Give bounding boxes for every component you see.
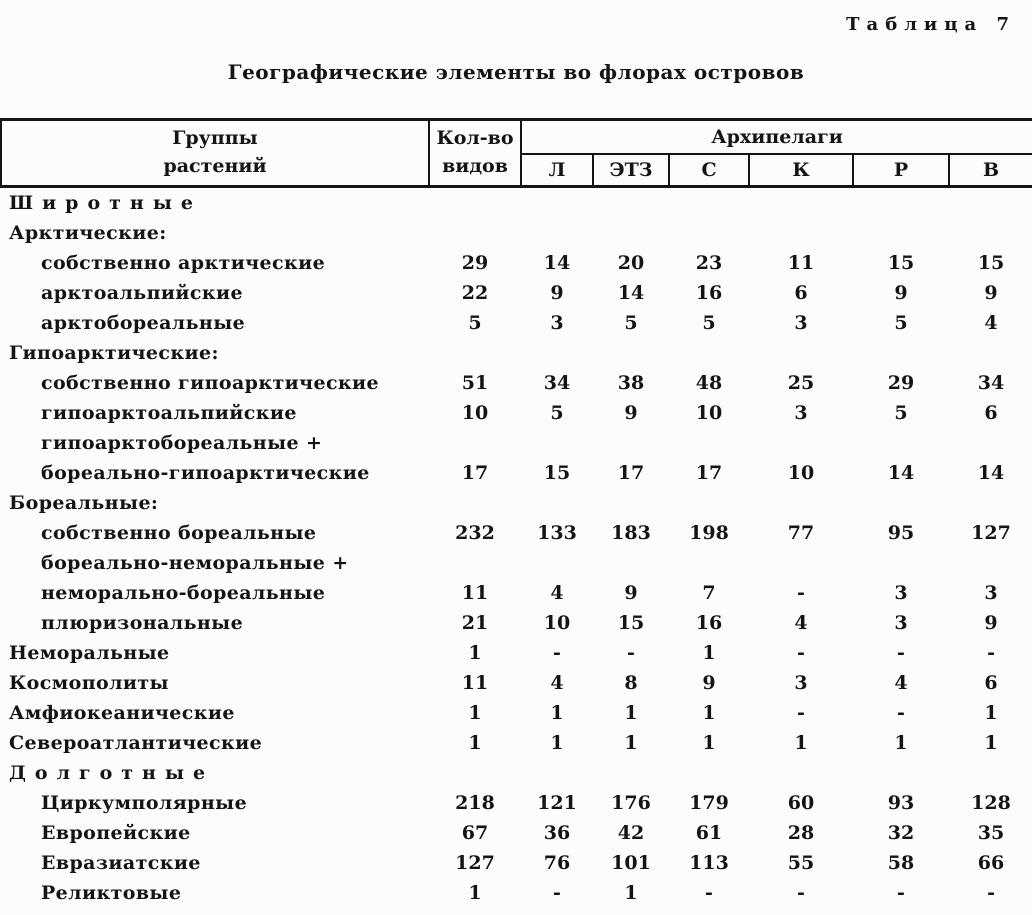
table-row bbox=[1, 728, 1032, 758]
table-row bbox=[1, 368, 1032, 398]
row-label: собственно гипоарктические bbox=[41, 372, 380, 394]
cell-value bbox=[669, 488, 749, 518]
table-row bbox=[1, 278, 1032, 308]
row-label: Реликтовые bbox=[41, 882, 182, 904]
cell-value: 5 bbox=[702, 312, 716, 334]
cell-value bbox=[949, 428, 1032, 458]
cell-value: - bbox=[797, 642, 805, 664]
table-row bbox=[1, 548, 1032, 578]
cell-value bbox=[669, 187, 749, 219]
cell-value: 1 bbox=[702, 732, 716, 754]
cell-value bbox=[949, 758, 1032, 788]
cell-value: 3 bbox=[794, 312, 808, 334]
cell-value: 20 bbox=[617, 252, 645, 274]
cell-value: 9 bbox=[624, 582, 638, 604]
cell-value: 176 bbox=[611, 792, 651, 814]
cell-value bbox=[853, 187, 949, 219]
table-row bbox=[1, 578, 1032, 608]
cell-value: 1 bbox=[468, 642, 482, 664]
cell-value bbox=[521, 187, 593, 219]
cell-value: 198 bbox=[689, 522, 729, 544]
cell-value bbox=[853, 218, 949, 248]
cell-value: 4 bbox=[894, 672, 908, 694]
row-label: Амфиокеанические bbox=[9, 702, 235, 724]
cell-value: 9 bbox=[984, 282, 998, 304]
cell-value bbox=[749, 428, 853, 458]
row-label: гипоарктобореальные + bbox=[41, 432, 323, 454]
cell-value bbox=[593, 218, 669, 248]
table-row bbox=[1, 608, 1032, 638]
cell-value: 1 bbox=[702, 642, 716, 664]
cell-value bbox=[853, 758, 949, 788]
cell-value: 34 bbox=[543, 372, 571, 394]
cell-value: 113 bbox=[689, 852, 729, 874]
cell-value: 67 bbox=[461, 822, 489, 844]
row-label: собственно бореальные bbox=[41, 522, 317, 544]
table-row bbox=[1, 338, 1032, 368]
cell-value: 121 bbox=[537, 792, 577, 814]
row-label: Широтные bbox=[9, 192, 202, 214]
cell-value: - bbox=[797, 882, 805, 904]
cell-value: - bbox=[987, 882, 995, 904]
row-label: Долготные bbox=[9, 762, 215, 784]
cell-value: 1 bbox=[702, 702, 716, 724]
cell-value bbox=[593, 338, 669, 368]
cell-value: 21 bbox=[461, 612, 489, 634]
cell-value: 4 bbox=[794, 612, 808, 634]
cell-value bbox=[853, 488, 949, 518]
cell-value bbox=[669, 548, 749, 578]
cell-value bbox=[593, 758, 669, 788]
row-label: Арктические: bbox=[9, 222, 167, 244]
table-row bbox=[1, 698, 1032, 728]
cell-value: 36 bbox=[543, 822, 571, 844]
cell-value: 32 bbox=[887, 822, 915, 844]
cell-value: 3 bbox=[794, 672, 808, 694]
cell-value bbox=[749, 758, 853, 788]
table-row bbox=[1, 878, 1032, 908]
cell-value: 11 bbox=[787, 252, 815, 274]
cell-value: 42 bbox=[617, 822, 645, 844]
cell-value bbox=[521, 548, 593, 578]
header-species-count bbox=[429, 120, 521, 187]
cell-value: 9 bbox=[984, 612, 998, 634]
cell-value: 15 bbox=[977, 252, 1005, 274]
cell-value bbox=[593, 428, 669, 458]
cell-value: 5 bbox=[894, 402, 908, 424]
cell-value: 17 bbox=[695, 462, 723, 484]
table-row bbox=[1, 848, 1032, 878]
cell-value: 6 bbox=[984, 402, 998, 424]
cell-value: 17 bbox=[617, 462, 645, 484]
cell-value: 10 bbox=[695, 402, 723, 424]
row-label: арктоальпийские bbox=[41, 282, 243, 304]
cell-value: 1 bbox=[550, 732, 564, 754]
cell-value bbox=[429, 187, 521, 219]
cell-value: 28 bbox=[787, 822, 815, 844]
cell-value: 1 bbox=[794, 732, 808, 754]
row-label: Европейские bbox=[41, 822, 191, 844]
cell-value: 77 bbox=[787, 522, 815, 544]
cell-value bbox=[669, 338, 749, 368]
cell-value: - bbox=[797, 582, 805, 604]
header-species-line1: Кол-во bbox=[436, 127, 514, 150]
row-label: бореально-неморальные + bbox=[41, 552, 349, 574]
row-label: Североатлантические bbox=[9, 732, 263, 754]
cell-value bbox=[749, 338, 853, 368]
cell-value: 11 bbox=[461, 582, 489, 604]
cell-value: 8 bbox=[624, 672, 638, 694]
cell-value: 66 bbox=[977, 852, 1005, 874]
header-groups-line2: растений bbox=[163, 155, 267, 177]
cell-value: - bbox=[705, 882, 713, 904]
cell-value bbox=[949, 488, 1032, 518]
header-col-K: К bbox=[749, 154, 853, 187]
cell-value: 5 bbox=[468, 312, 482, 334]
header-archipelagos: Архипелаги bbox=[521, 120, 1032, 155]
row-label: Евразиатские bbox=[41, 852, 201, 874]
cell-value: 5 bbox=[624, 312, 638, 334]
cell-value: 38 bbox=[617, 372, 645, 394]
cell-value: 5 bbox=[550, 402, 564, 424]
row-label: Циркумполярные bbox=[41, 792, 248, 814]
row-label: бореально-гипоарктические bbox=[41, 462, 370, 484]
table-row bbox=[1, 308, 1032, 338]
cell-value bbox=[429, 548, 521, 578]
cell-value: 14 bbox=[887, 462, 915, 484]
cell-value: 127 bbox=[971, 522, 1011, 544]
cell-value: 34 bbox=[977, 372, 1005, 394]
cell-value: - bbox=[553, 642, 561, 664]
table-number-label: Таблица 7 bbox=[846, 14, 1016, 35]
cell-value: - bbox=[897, 882, 905, 904]
table-body bbox=[1, 187, 1032, 909]
cell-value: 232 bbox=[455, 522, 495, 544]
table-row bbox=[1, 248, 1032, 278]
cell-value: - bbox=[897, 642, 905, 664]
cell-value: 6 bbox=[984, 672, 998, 694]
table-row bbox=[1, 187, 1032, 219]
cell-value: 127 bbox=[455, 852, 495, 874]
cell-value: 5 bbox=[894, 312, 908, 334]
cell-value: 9 bbox=[550, 282, 564, 304]
cell-value: 29 bbox=[887, 372, 915, 394]
row-label: арктобореальные bbox=[41, 312, 246, 334]
header-col-ETZ: ЭТЗ bbox=[593, 154, 669, 187]
table-row bbox=[1, 758, 1032, 788]
cell-value: 3 bbox=[894, 582, 908, 604]
table-row bbox=[1, 638, 1032, 668]
cell-value bbox=[429, 758, 521, 788]
row-label: собственно арктические bbox=[41, 252, 326, 274]
cell-value: 3 bbox=[794, 402, 808, 424]
cell-value: 3 bbox=[984, 582, 998, 604]
cell-value: 6 bbox=[794, 282, 808, 304]
cell-value: 35 bbox=[977, 822, 1005, 844]
cell-value: 93 bbox=[887, 792, 915, 814]
cell-value: 25 bbox=[787, 372, 815, 394]
cell-value: 15 bbox=[887, 252, 915, 274]
cell-value: 179 bbox=[689, 792, 729, 814]
cell-value: 17 bbox=[461, 462, 489, 484]
row-label: Гипоарктические: bbox=[9, 342, 219, 364]
table-title: Географические элементы во флорах островов bbox=[227, 60, 805, 84]
cell-value bbox=[949, 187, 1032, 219]
cell-value bbox=[669, 218, 749, 248]
cell-value bbox=[521, 488, 593, 518]
header-col-S: С bbox=[669, 154, 749, 187]
cell-value: 51 bbox=[461, 372, 489, 394]
cell-value bbox=[749, 218, 853, 248]
table-row bbox=[1, 788, 1032, 818]
cell-value: 9 bbox=[624, 402, 638, 424]
cell-value bbox=[429, 428, 521, 458]
row-label: Бореальные: bbox=[9, 492, 159, 514]
cell-value: 3 bbox=[550, 312, 564, 334]
cell-value: 14 bbox=[977, 462, 1005, 484]
cell-value: 1 bbox=[624, 702, 638, 724]
row-label: Неморальные bbox=[9, 642, 170, 664]
cell-value bbox=[853, 548, 949, 578]
cell-value bbox=[429, 338, 521, 368]
cell-value: 60 bbox=[787, 792, 815, 814]
cell-value: 22 bbox=[461, 282, 489, 304]
cell-value: 4 bbox=[550, 672, 564, 694]
cell-value bbox=[749, 548, 853, 578]
table-row bbox=[1, 218, 1032, 248]
row-label: плюризональные bbox=[41, 612, 244, 634]
row-label: гипоарктоальпийские bbox=[41, 402, 297, 424]
cell-value: - bbox=[897, 702, 905, 724]
cell-value: 3 bbox=[894, 612, 908, 634]
cell-value: 10 bbox=[787, 462, 815, 484]
cell-value bbox=[521, 428, 593, 458]
cell-value bbox=[521, 218, 593, 248]
header-species-line2: видов bbox=[442, 155, 508, 177]
cell-value: 1 bbox=[468, 702, 482, 724]
cell-value: 1 bbox=[468, 882, 482, 904]
cell-value bbox=[949, 218, 1032, 248]
cell-value: 10 bbox=[543, 612, 571, 634]
cell-value: 4 bbox=[984, 312, 998, 334]
row-label: неморально-бореальные bbox=[41, 582, 326, 604]
table-row bbox=[1, 518, 1032, 548]
cell-value: 14 bbox=[543, 252, 571, 274]
table-row bbox=[1, 668, 1032, 698]
cell-value bbox=[853, 428, 949, 458]
cell-value: 1 bbox=[894, 732, 908, 754]
cell-value bbox=[521, 758, 593, 788]
cell-value: 1 bbox=[624, 882, 638, 904]
cell-value: 9 bbox=[894, 282, 908, 304]
cell-value: 101 bbox=[611, 852, 651, 874]
cell-value: 9 bbox=[702, 672, 716, 694]
cell-value: 11 bbox=[461, 672, 489, 694]
cell-value: 133 bbox=[537, 522, 577, 544]
cell-value: 76 bbox=[543, 852, 571, 874]
cell-value: 10 bbox=[461, 402, 489, 424]
cell-value: - bbox=[987, 642, 995, 664]
cell-value: 1 bbox=[624, 732, 638, 754]
cell-value bbox=[593, 548, 669, 578]
cell-value bbox=[593, 488, 669, 518]
cell-value: 7 bbox=[702, 582, 716, 604]
cell-value: - bbox=[627, 642, 635, 664]
cell-value: 14 bbox=[617, 282, 645, 304]
table-row bbox=[1, 818, 1032, 848]
cell-value bbox=[429, 488, 521, 518]
header-groups-line1: Группы bbox=[172, 127, 258, 150]
cell-value bbox=[749, 187, 853, 219]
cell-value bbox=[853, 338, 949, 368]
cell-value: 1 bbox=[984, 702, 998, 724]
table-row bbox=[1, 398, 1032, 428]
cell-value bbox=[949, 338, 1032, 368]
row-label: Космополиты bbox=[9, 672, 169, 694]
cell-value: 128 bbox=[971, 792, 1011, 814]
cell-value bbox=[949, 548, 1032, 578]
cell-value: 16 bbox=[695, 612, 723, 634]
cell-value bbox=[669, 758, 749, 788]
header-col-R: Р bbox=[853, 154, 949, 187]
flora-elements-table bbox=[0, 118, 1032, 908]
cell-value: 61 bbox=[695, 822, 723, 844]
cell-value: - bbox=[553, 882, 561, 904]
table-row bbox=[1, 458, 1032, 488]
cell-value: 218 bbox=[455, 792, 495, 814]
cell-value bbox=[669, 428, 749, 458]
header-col-L: Л bbox=[521, 154, 593, 187]
cell-value bbox=[593, 187, 669, 219]
cell-value: 1 bbox=[550, 702, 564, 724]
cell-value: 29 bbox=[461, 252, 489, 274]
cell-value: 183 bbox=[611, 522, 651, 544]
cell-value: 95 bbox=[887, 522, 915, 544]
cell-value: 23 bbox=[695, 252, 723, 274]
cell-value: 58 bbox=[887, 852, 915, 874]
cell-value: 15 bbox=[543, 462, 571, 484]
cell-value: 55 bbox=[787, 852, 815, 874]
cell-value: 48 bbox=[695, 372, 723, 394]
cell-value bbox=[521, 338, 593, 368]
cell-value bbox=[429, 218, 521, 248]
cell-value: 15 bbox=[617, 612, 645, 634]
table-row bbox=[1, 428, 1032, 458]
header-col-V: В bbox=[949, 154, 1032, 187]
cell-value: 16 bbox=[695, 282, 723, 304]
table-header bbox=[1, 120, 1032, 187]
header-groups bbox=[1, 120, 429, 187]
cell-value: 1 bbox=[468, 732, 482, 754]
cell-value: 4 bbox=[550, 582, 564, 604]
cell-value: - bbox=[797, 702, 805, 724]
cell-value: 1 bbox=[984, 732, 998, 754]
cell-value bbox=[749, 488, 853, 518]
table-row bbox=[1, 488, 1032, 518]
